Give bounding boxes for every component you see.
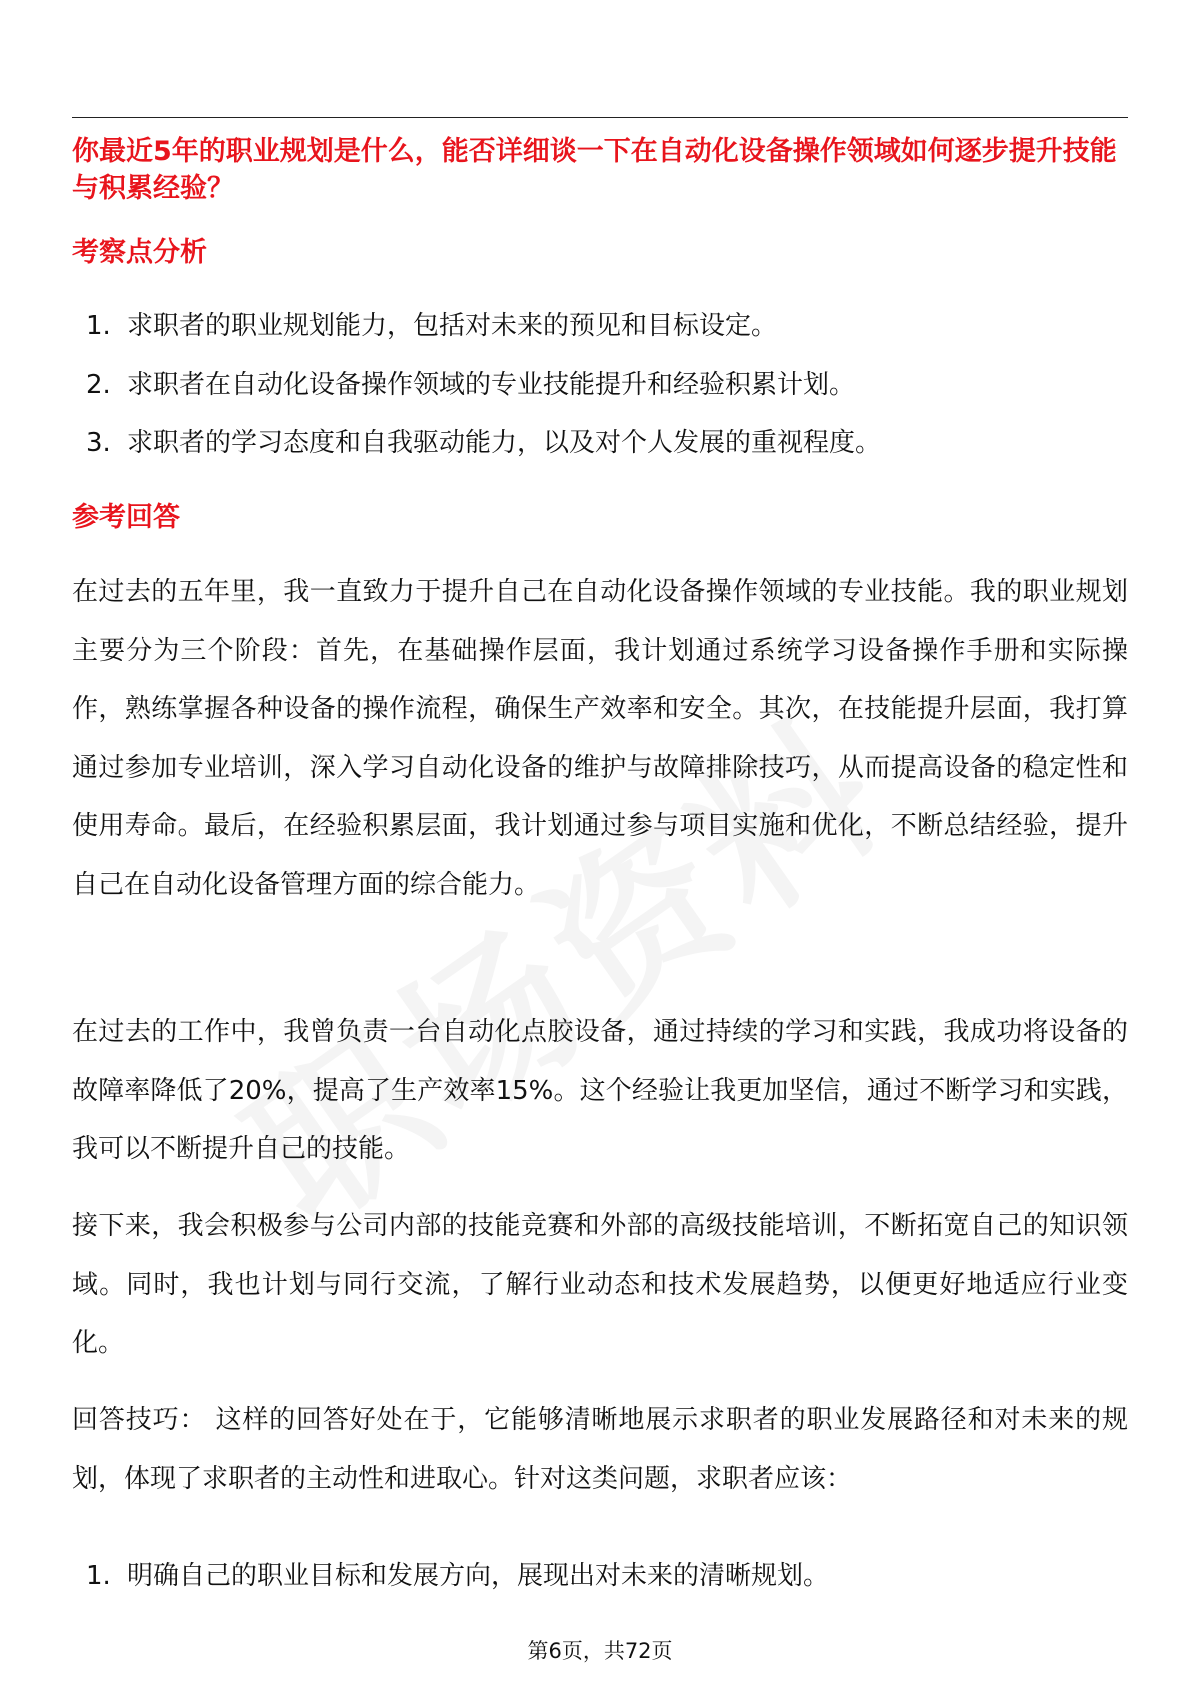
page-footer: 第6页，共72页	[527, 1639, 673, 1663]
list-item-number: 1.	[86, 1561, 111, 1591]
list-item-text: 求职者的职业规划能力，包括对未来的预见和目标设定。	[127, 311, 778, 341]
analysis-heading: 考察点分析	[72, 237, 207, 268]
list-item	[72, 425, 881, 484]
tips-list	[72, 1558, 829, 1617]
answer-paragraph: 在过去的五年里，我一直致力于提升自己在自动化设备操作领域的专业技能。我的职业规划主要分为三个阶段：首先，在基础操作层面，我计划通过系统学习设备操作手册和实际操作，熟练掌握各种设备的操作流程，确保生产效率和安全。其次，在技能提升层面，我打算通过参加专业培训，深入学习自动化设备的维护与故障排除技巧，从而提高设备的稳定性和使用寿命。最后，在经验积累层面，我计划通过参与项目实施和优化，不断总结经验，提升自己在自动化设备管理方面的综合能力。	[72, 577, 1128, 900]
list-item-number: 3.	[86, 428, 111, 458]
list-item	[72, 308, 881, 367]
question-title: 你最近5年的职业规划是什么，能否详细谈一下在自动化设备操作领域如何逐步提升技能与积累经验？	[72, 136, 1117, 204]
answer-heading: 参考回答	[72, 502, 180, 533]
answer-paragraph: 接下来，我会积极参与公司内部的技能竞赛和外部的高级技能培训，不断拓宽自己的知识领域。同时，我也计划与同行交流，了解行业动态和技术发展趋势，以便更好地适应行业变化。	[72, 1211, 1128, 1358]
document-page	[72, 0, 1128, 1684]
answer-tips-paragraph: 回答技巧： 这样的回答好处在于，它能够清晰地展示求职者的职业发展路径和对未来的规划，体现了求职者的主动性和进取心。针对这类问题，求职者应该：	[72, 1405, 1128, 1494]
list-item-text: 求职者的学习态度和自我驱动能力，以及对个人发展的重视程度。	[127, 428, 882, 458]
top-divider	[72, 117, 1128, 118]
list-item	[72, 1558, 829, 1617]
list-item	[72, 367, 881, 426]
list-item-number: 2.	[86, 369, 111, 400]
list-item-number: 1.	[86, 311, 111, 341]
list-item-text: 明确自己的职业目标和发展方向，展现出对未来的清晰规划。	[127, 1561, 830, 1591]
list-item-text: 求职者在自动化设备操作领域的专业技能提升和经验积累计划。	[127, 369, 856, 400]
analysis-list	[72, 308, 881, 484]
answer-paragraph: 在过去的工作中，我曾负责一台自动化点胶设备，通过持续的学习和实践，我成功将设备的故障率降低了20%，提高了生产效率15%。这个经验让我更加坚信，通过不断学习和实践，我可以不断提升自己的技能。	[72, 1017, 1128, 1164]
